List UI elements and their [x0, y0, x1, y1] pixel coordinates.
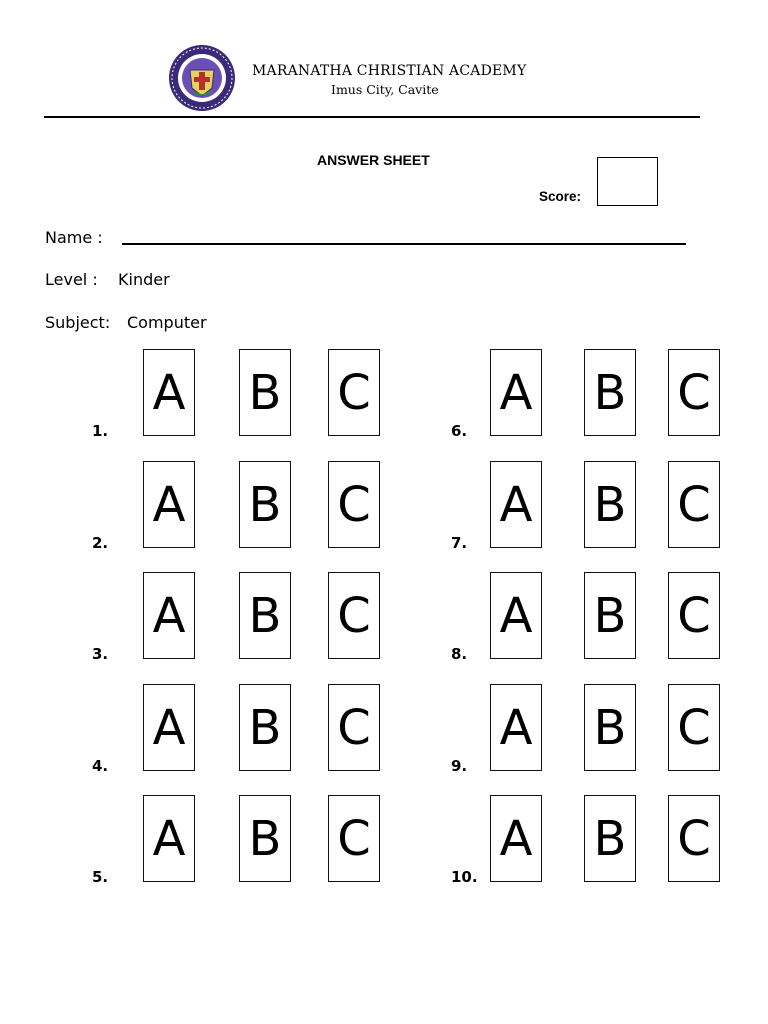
answer-option-c[interactable]: C [668, 349, 720, 436]
answer-option-a[interactable]: A [490, 349, 542, 436]
answer-option-a[interactable]: A [143, 684, 195, 771]
school-seal-logo [168, 44, 236, 112]
answer-option-b[interactable]: B [239, 349, 291, 436]
question-number: 5. [92, 868, 109, 886]
question-number: 10. [451, 868, 478, 886]
answer-option-c[interactable]: C [668, 461, 720, 548]
answer-option-c[interactable]: C [668, 684, 720, 771]
answer-option-b[interactable]: B [584, 572, 636, 659]
score-box[interactable] [597, 157, 658, 206]
answer-option-c[interactable]: C [328, 795, 380, 882]
level-label: Level : [45, 270, 98, 289]
question-number: 1. [92, 422, 109, 440]
answer-option-b[interactable]: B [584, 349, 636, 436]
subject-value: Computer [127, 313, 207, 332]
subject-label: Subject: [45, 313, 111, 332]
score-label: Score: [539, 189, 582, 204]
answer-option-b[interactable]: B [584, 461, 636, 548]
school-name: MARANATHA CHRISTIAN ACADEMY [252, 63, 527, 79]
name-label: Name : [45, 228, 103, 247]
question-number: 7. [451, 534, 468, 552]
answer-option-a[interactable]: A [143, 349, 195, 436]
name-field[interactable] [122, 243, 686, 245]
answer-option-b[interactable]: B [239, 572, 291, 659]
answer-option-c[interactable]: C [328, 684, 380, 771]
answer-option-c[interactable]: C [328, 572, 380, 659]
answer-option-c[interactable]: C [328, 349, 380, 436]
answer-option-c[interactable]: C [668, 572, 720, 659]
answer-option-a[interactable]: A [143, 795, 195, 882]
answer-option-a[interactable]: A [143, 572, 195, 659]
question-number: 2. [92, 534, 109, 552]
question-number: 4. [92, 757, 109, 775]
answer-option-c[interactable]: C [328, 461, 380, 548]
question-number: 8. [451, 645, 468, 663]
level-value: Kinder [118, 270, 170, 289]
answer-option-a[interactable]: A [490, 795, 542, 882]
question-number: 3. [92, 645, 109, 663]
answer-option-a[interactable]: A [490, 461, 542, 548]
answer-option-a[interactable]: A [490, 684, 542, 771]
question-number: 6. [451, 422, 468, 440]
answer-option-c[interactable]: C [668, 795, 720, 882]
answer-option-a[interactable]: A [143, 461, 195, 548]
school-city: Imus City, Cavite [331, 82, 439, 97]
page-title: ANSWER SHEET [317, 152, 430, 168]
question-number: 9. [451, 757, 468, 775]
answer-option-b[interactable]: B [239, 684, 291, 771]
answer-option-b[interactable]: B [239, 461, 291, 548]
answer-option-b[interactable]: B [584, 795, 636, 882]
answer-option-b[interactable]: B [584, 684, 636, 771]
answer-option-b[interactable]: B [239, 795, 291, 882]
answer-option-a[interactable]: A [490, 572, 542, 659]
header-divider [44, 116, 700, 118]
